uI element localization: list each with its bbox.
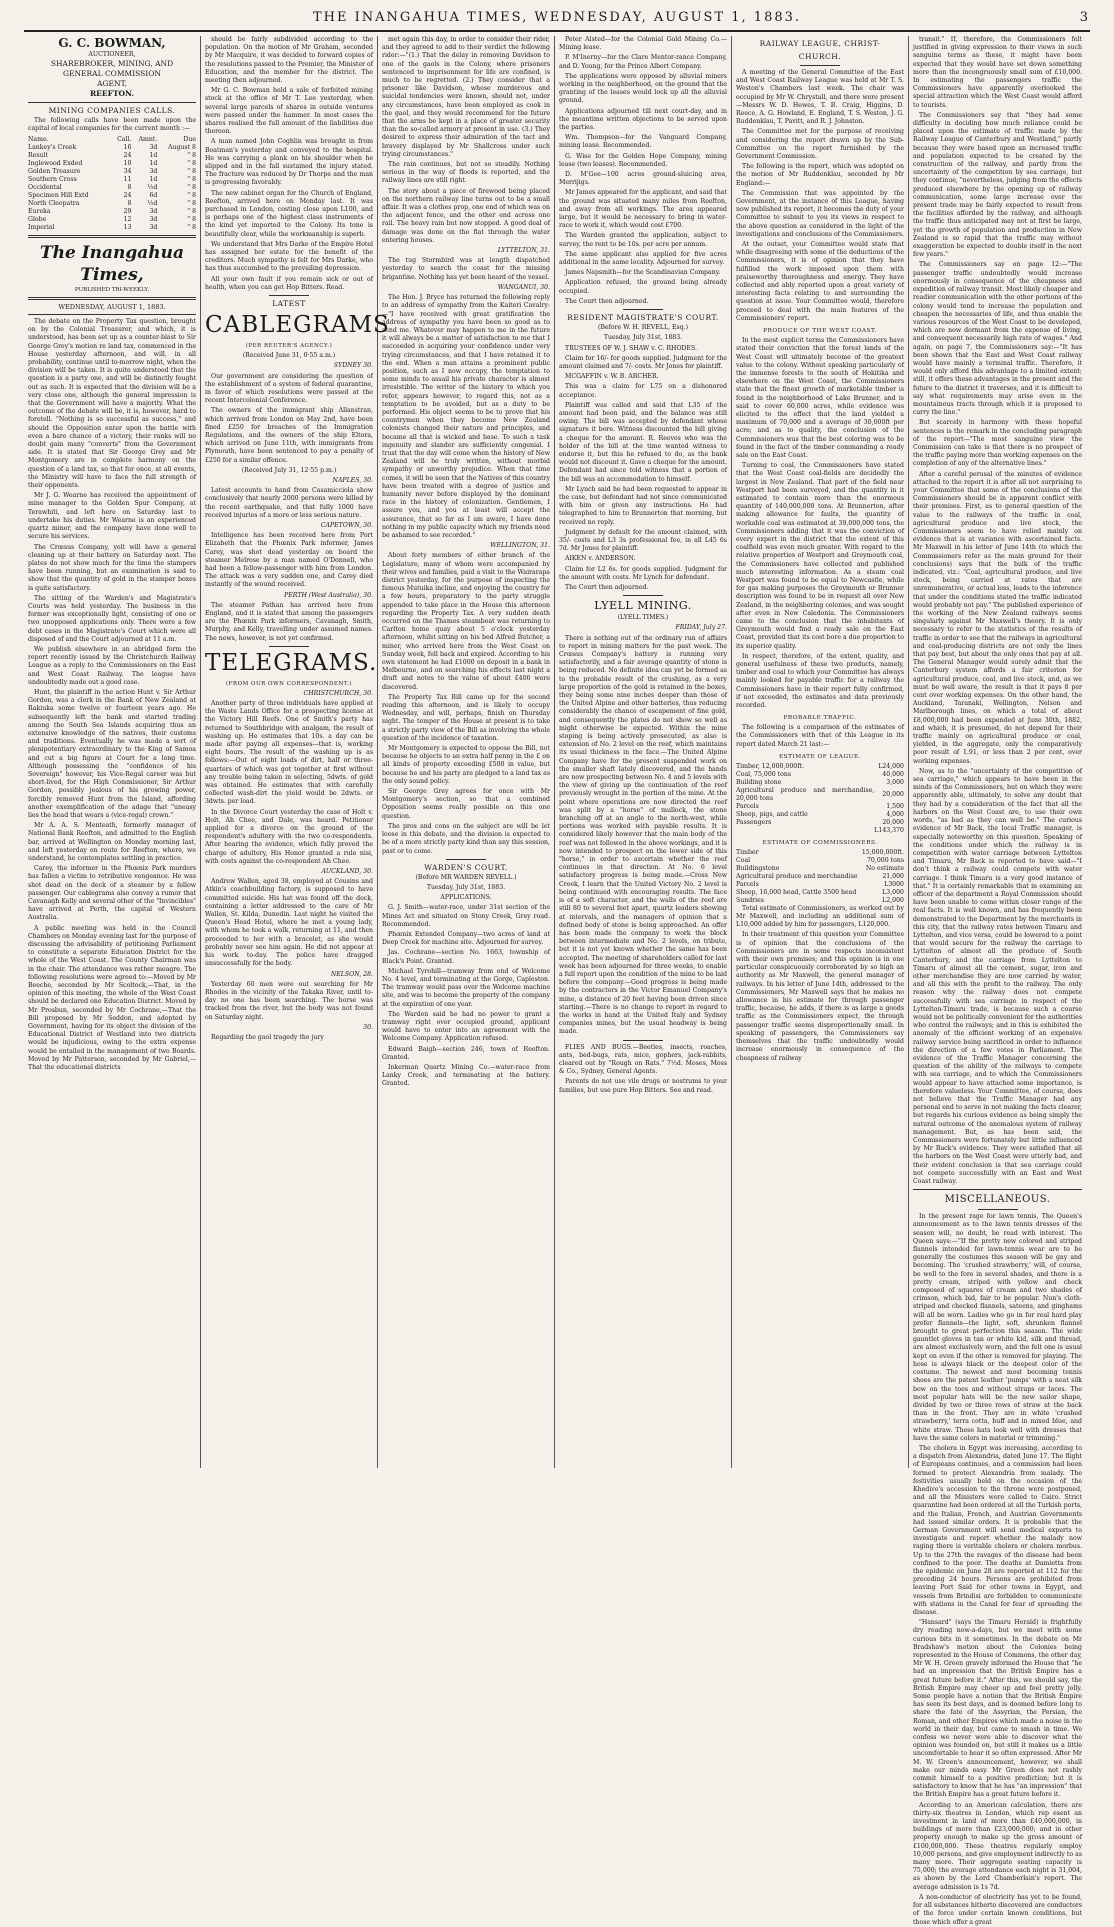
cell: Timber, 12,000,000ft. <box>736 762 804 770</box>
calls-header-cell: Call. <box>117 135 132 143</box>
cell: " 8 <box>187 223 196 231</box>
paragraph: The story about a piece of firewood being placed on the northern railway line turns out to be a small affair. It was a clothes prop, one end of which was on the adjacent fence, and the other end across one rail. The heavy rain but now stopped. A good deal of damage was done on the flat through the water entering houses. <box>382 187 550 244</box>
paragraph: The Warden said he had no power to grant a tramway right over occupied ground, applicant would have to enter into an agreement with the Welcome Company. Application refused. <box>382 1010 550 1043</box>
cell: " 8 <box>187 183 196 191</box>
cell: " 8 <box>187 167 196 175</box>
table-row <box>736 779 904 787</box>
paragraph: Mr A. A. S. Menteath, formerly manager of National Bank Reefton, and admitted to the English bar, arrived at Wellington on Monday morning last, and left yesterday en route for Reefton, where, we understand, he contemplates settling in practice. <box>28 822 196 863</box>
lyell-mining-title: LYELL MINING. <box>594 599 692 613</box>
page-number: 3 <box>1079 10 1090 25</box>
cell: 3d <box>149 223 158 231</box>
paragraph: The Committee met for the purpose of receiving and considering the report drawn up by the Sub-Committee on the report furnished by the Government Commission. <box>736 128 904 161</box>
paragraph: Jas. Cochrane—section No. 1663, township of Black's Point. Granted. <box>382 949 550 965</box>
cell: 40,000 <box>882 770 904 778</box>
table-row <box>28 160 196 168</box>
produce-title: PRODUCE OF THE WEST COAST. <box>763 328 877 335</box>
cell: Sundries <box>736 896 764 904</box>
cell: 70,000 tons <box>867 856 904 864</box>
table-row <box>28 224 196 232</box>
paragraph: Inkerman Quartz Mining Co.—water-race from Lanky Creek, and terminating at the battery. Granted. <box>382 1063 550 1088</box>
cell: Globe <box>28 215 47 223</box>
cell: " 8 <box>187 191 196 199</box>
paragraph: The steamer Pathan has arrived here from England, and it is stated that among the passengers are the Phœnix Park informers, Cavanagh, Smith, Murphy, and Kelly, travelling under assumed names. The news, however, is not yet confirmed. <box>205 601 373 642</box>
cell: North Cleopatra <box>28 199 80 207</box>
paragraph: A meeting of the General Committee of the East and West Coast Railway League was held at Mr T. S. Weston's Chambers last week. The chair was occupied by Mr W. Chrystall, and there were present—Messrs W. D. Hewes, T. B. Craig, Higgins, D. Reece, A. G. Howland, E. England, T. S. Weston, J. G. Ruddenklau, T. Pavitt, and R. J. Johnston. <box>736 69 904 126</box>
table-row <box>736 763 904 771</box>
paragraph: We publish elsewhere in an abridged form the report recently issued by the Christchurch Railway League as a reply to the Commissioners on the East and West Coast Railway. The league have undoubtedly made out a good case. <box>28 645 196 686</box>
table-row <box>28 184 196 192</box>
wardens-date: Tuesday, July 31st, 1883. <box>426 883 506 891</box>
estimate-league-title: ESTIMATE OF LEAGUE. <box>778 753 862 760</box>
league-title-line-2: CHURCH. <box>798 52 842 61</box>
ad-line-3: GENERAL COMMISSION <box>63 69 161 79</box>
cable-source: (PER REUTER'S AGENCY.) <box>245 343 333 350</box>
paragraph: The debate on the Property Tax question, brought on by the Colonial Treasurer, and which, it is understood, has been set up as a counter-blast to Sir George Grey's motion re land tax, commenced in the House yesterday afternoon, and will, in all probability, continue until to-morrow night, when the division will be taken. It is quite understood that the question is a party one, and will be distinctly fought out as such. It is expected that the division will be a very close one, although the general impression is that the Government will have a majority. What the outcome of the debate will be, it is, however, hard to foretell. "Nothing is so successful as success," and should the Opposition enter upon the battle with even a bare chance of a victory, their ranks will no doubt gain many "converts" from the Government side. It is stated that Sir George Grey and Mr Montgomery are in complete harmony on the question of a land tax, so that for once, at all events, the Ministry will have to face the full strength of their opponents. <box>28 318 196 490</box>
cell: Lankey's Creek <box>28 143 77 151</box>
paragraph: Latest accounts to hand from Casamicciola show conclusively that nearly 2000 persons were killed by the recent earthquake, and that fully 1000 have received injuries of a more or less serious nature. <box>205 487 373 519</box>
column-2 <box>201 36 390 1468</box>
miscellaneous-title: MISCELLANEOUS. <box>944 1194 1051 1206</box>
paragraph: FLIES AND BUGS.—Beetles, insects, roaches, ants, bed-bugs, rats, mice, gophers, jack-rabbits, cleared out by "Rough on Rats." 7½d. Moses, Moss & Co., Sydney, General Agents. <box>559 1043 727 1076</box>
table-row <box>736 857 904 865</box>
masthead: The Inangahua Times, <box>39 242 185 285</box>
cell: 8 <box>127 183 132 191</box>
divider <box>623 309 663 310</box>
cell: 21,000 <box>882 872 904 880</box>
paragraph: About forty members of either branch of the Legislature, many of whom were accompanied by their wives and families, paid a visit to the Wairarapa district yesterday, for the purpose of inspecting the famous Mutuika incline, and enjoying the country for a few hours, preparatory to the party struggle appended to take place in the House this afternoon regarding the Property Tax. A very sudden death occurred on the Thames steamboat was returning to Carlton home quay about 5 o'clock yesterday afternoon, whilst sitting on his bed Alfred Butcher, a miner, who arrived here from the West Coast on Sunday week, fell back and expired. According to his own statement he had £1000 on deposit in a bank in Melbourne, and on searching his effects last night a draft and notes to the value of about £400 were discovered. <box>382 552 550 691</box>
paragraph: The tug Stormbird was at length dispatched yesterday to search the coast for the missing brigantine. Nothing has yet been heard of the vessel. <box>382 257 550 281</box>
applications-label: APPLICATIONS. <box>440 894 492 902</box>
lyell-source: (LYELL TIMES.) <box>617 614 669 622</box>
paragraph: D. M'Gee—100 acres ground-sluicing area, Merrijigs. <box>559 171 727 187</box>
column-5 <box>732 36 909 1468</box>
running-head <box>24 6 1090 32</box>
cell: L2,000 <box>882 896 904 904</box>
page-header-title: THE INANGAHUA TIMES, WEDNESDAY, AUGUST 1, 1883. <box>312 10 802 25</box>
cell: Coal, 75,000 tons <box>736 770 792 778</box>
case-title: MCGAFFIN v. W. B. ARCHER. <box>565 373 659 381</box>
paragraph: The new cabinet organ for the Church of England, Reefton, arrived here on Monday last. It was purchased in London, costing close upon L100, and is perhaps one of the highest class instruments of the kind yet imported to the Colony. Its tone is beautifully clear, while the workmanship is superb. <box>205 189 373 238</box>
paragraph: Another party of three individuals have applied at the Waste Lands Office for a prospecting license at the Victory Hill Reefs. One of Smith's party has returned to Southbridge with analgam, the result of washing up. He estimates that 10s. a day can be made after paying all expenses—that is, working eight hours. The result of the washing up is as follows:—Out of eight loads of dirt, half or three-quarters of which was got together at first without any trouble being taken in selecting, 5dwts. of gold was obtained. He estimates that with carefully collected wash-dirt the yield would be 2dwts. or 3dwts. per load. <box>205 700 373 806</box>
cell: ½d <box>147 183 158 191</box>
estimate-league-table <box>736 763 904 835</box>
paragraph: The Court then adjourned. <box>565 583 649 591</box>
table-row <box>28 144 196 152</box>
paragraph: According to an American calculation, there are thirty-six theatres in London, which rep esent an investment in land of more than £40,000,000, in buildings of more than £23,000,000; and in other property enough to make up the gross amount of £100,000,000. These theatres regularly employ 10,000 persons, and give employment indirectly to as many more. Their aggregate seating capacity is 75,000; the average attendance each night is 31,004, as shown by the Lord Chamberlain's report. The average admission is 1s 7d. <box>913 1801 1082 1891</box>
paragraph: The Hon. J. Bryce has returned the following reply to an address of sympathy from the Kaiteri Cavalry:—"I have received with great gratification the address of sympathy you have been so good as to send me. Whatever may happen to me in the future it will always be a matter of satisfaction to me that I succeeded in acquiring your confidence under very trying circumstances, and that I have retained it to the end. When a man attains a prominent public position, such as I now occupy, the temptation to some minds to assail his private character is almost irresistible. The writer of the history to which you refer, appears however, to regard this, not as a temptation to be avoided, but as a duty to be performed. His object seems to be to prove that his countrymen when they become New Zealand colonists changed their nature and principles, and became all that is wicked and base. To such a task ingenuity and slander are sufficiently congenial. I trust that the day will come when the history of New Zealand will be truly written, without morbid sympathy or unworthy prejudice. When that time comes, it will be seen that the Natives of this country have been treated with a degree of justice and humanity never before displayed by the dominant race in the history of colonization. Gentlemen, I assure you, and you at least will accept the assurance, that so far as I am aware, I have done nothing in my public capacity which my friends need be ashamed to see recorded." <box>382 294 550 539</box>
tele-place: NELSON, 28. <box>330 970 373 978</box>
rm-court-title: RESIDENT MAGISTRATE'S COURT. <box>567 313 719 323</box>
cell: 1d <box>149 159 158 167</box>
table-row <box>736 803 904 811</box>
paragraph: Intelligence has been received here from Port Elizabeth that the Phœnix Park informer, James Carey, was shot dead yesterday on board the steamer Melrose by a man named O'Donnell, who had been a fellow-passenger with him from London. The attack was a very sudden one, and Carey died instantly of the wound received. <box>205 532 373 589</box>
paragraph: Total estimate of Commissioners, as worked out by Mr Maxwell, and including an additional sum of L10,000 added by him for passengers, L120,000. <box>736 904 904 929</box>
paragraph: Wm. Thompson—for the Vanguard Company, mining lease. Recommended. <box>559 134 727 150</box>
ad-line-1: AUCTIONEER, <box>88 51 136 58</box>
paragraph: Yesterday 60 men were out searching for Mr Rhodes in the vicinity of the Takaka River, until to-day no one has been searching. The horse was tracked from the river, but the body was not found on Saturday night. <box>205 980 373 1021</box>
cell: Building stone <box>736 778 782 786</box>
cell: Sheep, 16,000 head, Cattle 3500 head <box>736 888 857 896</box>
table-row <box>28 152 196 160</box>
cablegrams-title: CABLEGRAMS <box>205 312 390 339</box>
cell: 1d <box>149 151 158 159</box>
cell: L143,370 <box>874 826 904 834</box>
divider <box>978 1209 1018 1210</box>
paragraph: G. J. Smith—water-race, under 31st section of the Mines Act and situated on Stony Creek, Grey road. Recommended. <box>382 904 550 928</box>
case-title: TRUSTEES OF W. J. SHAW v. C. RHODES. <box>565 344 697 352</box>
telegrams-title: TELEGRAMS. <box>205 649 378 676</box>
ad-line-5: REEFTON. <box>89 89 135 99</box>
cell: Imperial <box>28 223 55 231</box>
cell: 4,000 <box>886 810 904 818</box>
paragraph: This was a claim for L75 on a dishonored acceptance. <box>559 383 727 399</box>
league-title-line-1: RAILWAY LEAGUE, CHRIST- <box>759 39 881 48</box>
cell: Sheep, pigs, and cattle <box>736 810 808 818</box>
paragraph: A non-conductor of electricity has yet to be found, for all substances hitherto discovered are conductors of the force under certain known conditions, but those which offer a great <box>913 1893 1082 1926</box>
cell: L3000 <box>884 880 904 888</box>
paragraph: The Property Tax Bill came up for the second reading this afternoon, and is likely to occupy Wednesday, and will, perhaps, finish on Thursday night. The temper of the House at present is to take a strictly party view of the Bill as involving the whole question of the incidence of taxation. <box>382 693 550 742</box>
table-row <box>736 881 904 889</box>
paragraph: Mr J. G. Wearne has received the appointment of mine manager to the Golden Spur Company, at Terawhiti, and left here on Saturday last to undertake his duties. Mr Wearne is an experienced quartz miner, and the company have done well to secure his services. <box>28 492 196 541</box>
paragraph: Sir George Grey agrees for once with Mr Montgomery's section, so that a combined Opposition seems really possible on this one question. <box>382 788 550 820</box>
cell: Parcels <box>736 802 759 810</box>
paragraph: The pros and cons on the subject are will be let loose in this debate, and the division is expected to be of a more strictly party kind than any this session, past or to come. <box>382 822 550 855</box>
paragraph: In respect, therefore, of the extent, quality, and general usefulness of these two products, namely, timber and coal to which your Committee has always mainly looked for payable traffic for a railway the Commissioners have in their report fully confirmed, if not exceeded, the estimates and data previously recorded. <box>736 652 904 710</box>
table-row <box>28 208 196 216</box>
cell: August 8 <box>168 143 196 151</box>
cell: Buildingstone <box>736 864 780 872</box>
table-row <box>736 897 904 905</box>
paragraph: Phœnix Extended Company—two acres of land at Deep Creek for machine site. Adjourned for survey. <box>382 930 550 947</box>
cell: 3,000 <box>886 778 904 786</box>
cable-received: (Received July 31, 12·55 p.m.) <box>241 466 337 474</box>
paragraph: There is nothing out of the ordinary run of affairs to report in mining matters for the past week. The Crœsus Company's battery is running very satisfactorily, and a fair average quantity of stone is being reduced. No definite idea can yet be formed as to the probable result of the crushing, as a very large proportion of the gold is retained in the boxes, they being some nine inches deeper than those of the United Alpine and other batteries, thus reducing considerably the chance of escapement of fine gold, and consequently the plates do not show so well as might otherwise be expected. Within the mine stoping is being actively prosecuted, as also is extension of No. 2 level on the reef, which maintains its usual thickness in the face.—The United Alpine Company have for the present suspended work on the smaller shaft lately discovered, and the hands are now prospecting between No. 4 and 5 levels with the view of giving up the continuation of the reef previously wrought in the portion of the mine. At the point where operations are now directed the reef was split by a "horse" of mullock, the stone branching off at an angle to the north-west, while portions was worked with payable results. It is considered likely however that the main body of the reef was not followed in the above workings, and it is now intended to prospect on the lower side of this "horse," in order to ascertain whether the reef continues in that direction. At No. 6 level satisfactory progress is being made.—Cross New Creek, I learn that the United Victory No. 2 level is being continued with encouraging results. The face is of a soft character, and the walls of the reef are still 80 to several feet apart, quartz leaders showing at intervals, and the managers of opinion that a defined body of stone is being approached. An offer has been made the company to work the block between intermediate and No. 2 levels, on tribute, but it is not yet known whether the same has been accepted. The meeting of shareholders called for last week has been adjourned for three weeks, to enable a full report upon the condition of the mine to be laid before the company.—Good progress is being made by the contractors in the Victor Emanuel Company's mine, a distance of 20 feet having been driven since starting.—There is no change to report in regard to the works in hand at the United Italy and Sydney companies mines, but the usual headway is being made. <box>559 634 727 1036</box>
cell: 1d <box>149 175 158 183</box>
cable-place: SYDNEY 30. <box>333 362 373 370</box>
cell: " 8 <box>187 159 196 167</box>
paragraph: In the most explicit terms the Commissioners have stated their conviction that the forest lands of the West Coast will ultimately become of the greatest value to the colony. Without speaking particularly of the immense forests to the south of Hokitika and elsewhere on the West Coast, the Commissioners state that the finest growth of marketable timber is found in the neighborhood of Lake Brunner, and is said to cover 60,000 acres, while evidence was elicited to the effect that the land yielded a maximum of 70,000 and a average of 30,000ft per acre; and as to quality, the conclusion of the Commissioners was that the best coloring was to be found in the fact of the timber commanding a ready sale on the East Coast. <box>736 337 904 459</box>
paragraph: Hunt, the plaintiff in the action Hunt v. Sir Arthur Gordon, was a clerk in the Bank of New Zealand at Rakiuka some twelve or fourteen years ago. He subsequently left the bank and started trading among the South Sea Islands acquiring thus an extensive knowledge of the natives, their customs and traditions. Eventually he was made a sort of plenipotentiary extraordinary to the King of Samoa and cut a big figure at Court for a long time. Although possessing the "confidence of his Sovereign" however, his Vice-Regal career was but short-lived, for the High Commissioner, Sir Arthur Gordon, possibly jealous of his growing power, forcibly removed Hunt from the Island, affording another exemplification of the adage that "uneasy lies the head that wears a (vice-regal) crown." <box>28 688 196 819</box>
dateline: WEDNESDAY, AUGUST 1, 1883. <box>58 302 166 311</box>
paragraph: The Commissioners say that "they had some difficulty in deciding how much reliance could be placed upon the estimate of traffic made by the Railway League of Canterbury and Westland," partly because they were based upon an increased traffic and population expected to be created by the construction of the railway, and partly from the uncertainty of the competition by sea carriage, but they continue, "nevertheless, judging from the effects produced elsewhere by the opening up of railway communication, some large increase over the present trade may be fairly expected to result from the facilities afforded by the railway, and although the traffic thus anticipated may not at first be large, yet the growth of population and production in New Zealand is so rapid that the traffic may without exaggeration be expected to double itself in the next few years." <box>913 111 1082 259</box>
tele-place: 30. <box>363 1023 373 1031</box>
paragraph: In the present rage for lawn tennis, The Queen's announcement as to the lawn tennis dresses of the season will, no doubt, be read with interest. The Queen says:—"If the pretty new colored and striped flannels intended for lawn-tennis wear are to be generally the costumes this season will be gay and becoming. The 'crushed strawberry,' will, of course, be well to the fore in several shades, and there is a pretty cream, striped with yellow and check composed of squares of cream and two shades of crimson, which bid, fair to be popular. Nun's cloth-striped and checked flannels, sateens, and ginghams will all be worn. Ladies who go in for real hard play prefer flannels—the light, soft, shrunken flannel brought to great perfection this season. The wide gauntlet gloves in tan or white kid, silk and thread, are almost exclusively worn, and the felt one is usual kept on even if the other is removed for playing. The hose is always black or the deepest color of the costume. The newest and most becoming tennis shoes are the patent leather 'pumps' with a neat silk bow on the toes and without straps or laces. The most popular hats will be the new sailor shape, divided by two or three rows of straw at the back than in the front. They are in white 'crushed strawberry,' terra cotta, buff and in mixed blue, and white straw. These hats look well with dresses that have the same colors in material or trimming." <box>913 1213 1082 1442</box>
paragraph: Edward Baigh—section 246, town of Reefton. Granted. <box>382 1045 550 1061</box>
table-row <box>736 889 904 897</box>
paragraph: Andrew Wallen, aged 38, employed at Cousins and Atkin's coachbuilding factory, is supposed to have committed suicide. His hat was found off the dock, containing a letter addressed to the care of Mr Wallen, St. Kilda, Dunedin. Last night he visited the Queen's Head Hotel, where he met a young lady, with whom he took a walk, returning at 11, and then proceeded to her with a bracelet, as she would probably never see him again. He did not appear at his work to-day. The police have dragged unsuccessfully for the body. <box>205 878 373 968</box>
cell: 10 <box>123 159 132 167</box>
traffic-title: PROBABLE TRAFFIC. <box>783 715 857 722</box>
paragraph: All your own fault if you remain sick or out of health, when you can get Hop Bitters. Read. <box>205 275 373 291</box>
divider <box>28 102 196 103</box>
cable-place: PERTH (West Australia), 30. <box>284 591 373 599</box>
table-row <box>736 819 904 827</box>
paragraph: The same applicant also applied for five acres additional in the same locality. Adjourned for survey. <box>559 250 727 267</box>
rm-date: Tuesday, July 31st, 1883. <box>603 334 683 342</box>
calls-header-cell: Name. <box>28 135 49 143</box>
paragraph: Parents do not use vile drugs or nostrums to your families, but use pure Hop Bitters. See and read. <box>559 1078 727 1094</box>
paragraph: The cholera in Egypt was increasing, according to a dispatch from Alexandria, dated June 17. The flight of Europeans continues, and a commission had been formed to protect Alexandria from malady. The festivities usually held on the occasion of the Khedive's accession to the throne were postponed, and all the Ministers were called to Cairo. Strict quarantine had been ordered at all the Turkish ports, and the Italian, French, and Austrian Governments had issued similar orders. It is probable that the German Government will send medical experts to investigate and report whether the malady now raging there is veritable cholera or cholera morbus. Up to the 27th the ravages of the disease had been confined to the poor. The deaths at Damietta from the epidemic on June 28 are reported at 112 for the preceding 24 hours. Persons are prohibited from leaving Port Said for other towns in Egypt, and vessels from Brindisi are forbidden to communicate with stations in the Canal for fear of spreading the disease. <box>913 1444 1082 1616</box>
calls-intro: The following calls have been made upon the capital of local companies for the current month :— <box>28 117 196 133</box>
divider <box>269 646 309 647</box>
wardens-court-title: WARDEN'S COURT. <box>424 862 508 872</box>
ad-line-2: SHAREBROKER, MINING, AND <box>50 59 174 69</box>
cell <box>736 827 874 835</box>
divider <box>28 297 196 300</box>
table-row <box>28 176 196 184</box>
divider <box>623 595 663 596</box>
cell: 16 <box>123 143 132 151</box>
paragraph: The sitting of the Warden's and Magistrate's Courts was held yesterday. The business in the former was exceptionally light, consisting of one or two unopposed applications only. There were a few debt cases in the Magistrate's Court which were all disposed of and the Court adjourned at 11 a.m. <box>28 594 196 643</box>
paragraph: James Napsmith—for the Scandinavian Company. <box>565 269 721 277</box>
tele-source: (FROM OUR OWN CORRESPONDENT.) <box>225 680 353 687</box>
cell: ½d <box>147 199 158 207</box>
wardens-before: (Before MR WARDEN REVELL.) <box>415 873 517 881</box>
table-row <box>736 787 904 803</box>
paragraph: transit." If, therefore, the Commissioners felt justified in giving expression to their views in such sanguine terms as these, it might have been expected that they would have set down something more than the incongruously small sum of £10,000. In estimating the passengers traffic the Commissioners have apparently overlooked the special attraction which the West Coast would afford to tourists. <box>913 36 1082 109</box>
paragraph: The following is the report, which was adopted on the motion of Mr Ruddenklau, seconded by Mr England:— <box>736 163 904 187</box>
cell: 24 <box>123 191 132 199</box>
cell: 20,000 <box>882 818 904 826</box>
paragraph: P. M'Inerny—for the Clare Mentor-rance Company, and D. Young, for the Prince Albert Company. <box>559 54 727 70</box>
divider <box>28 314 196 315</box>
cell: " 8 <box>187 215 196 223</box>
calls-header-row <box>28 136 196 144</box>
table-row <box>736 827 904 835</box>
paragraph: Claim for L2 6s. for goods supplied. Judgment for the amount with costs. Mr Lynch for defendant. <box>559 565 727 581</box>
divider <box>269 295 309 296</box>
cell: " 8 <box>187 199 196 207</box>
cell: 3d <box>149 167 158 175</box>
tele-place: AUCKLAND, 30. <box>321 868 373 876</box>
paragraph: The Commission that was appointed by the Government, at the instance of this League, having now published its report, it becomes the duty of your Committee to submit to you its views in respect to the above question as considered in the light of the investigations and conclusions of the Commissioners. <box>736 189 904 238</box>
cell: 6d <box>149 191 158 199</box>
dateline-place: WANGANUI, 30. <box>497 283 550 291</box>
cell: 20,000 <box>882 790 904 798</box>
paragraph: The following is a comparison of the estimates of the Commissioners with that of this League in its report dated March 21 last:— <box>736 724 904 748</box>
paragraph: A public meeting was held in the Council Chambers on Monday evening last for the purpose of discussing the advisability of petitioning Parliament to constitute a separate Education District for the whole of the West Coast. The County Chairman was in the chair. The attendance was rather meagre. The following resolutions were agreed to:—Moved by Mr Beeche, seconded by Mr Scoltock,—That, in the opinion of this meeting, the whole of the West Coast should be declared one Education District. Moved by Mr Prosbun, seconded by Mr Cochrane,—That the Bill proposed by Mr Seddon, and adopted by Government, having for its object the division of the Educational District of Westland into two districts would be injudicious, owing to the extra expense would be entailed in the management of two Boards. Moved by Mr Patterson, seconded by Mr Gabriel,—That the educational districts <box>28 924 196 1072</box>
tele-place: CHRISTCHURCH, 30. <box>303 689 373 697</box>
paragraph: should be fairly subdivided according to the population. On the motion of Mr Graham, seconded by Mr Macquire, it was decided to forward copies of the resolutions passed to the Premier, the Minister of Education, and the member for the district. The meeting then adjourned. <box>205 36 373 85</box>
cell: " 8 <box>187 151 196 159</box>
paragraph: "Hansard" (says the Timaru Herald) is frightfully dry reading now-a-days, but we meet with some curious bits in it sometimes. In the debate on Mr Bradshaw's motion about the Colonies being represented in the House of Commons, the other day, Mr W. H. Green gravely informed the House that "he had an impression that the British Empire has a great future before it." After this, we should say, the British Empire may cheer up and feel pretty jolly. Some people have a notion that the British Empire has seen its best days, and is doomed before long to share the fate of the Assyrian, the Persian, the Roman, and other Empires which made a noise in the world in their day, but came to smash in time. We confess we never were able to discover what the opinion was founded on, but still it makes us a little uncomfortable to hear it so often expressed. After Mr M. W. Green's announcement, however, we shall make our minds easy. Mr Green does not rashly commit himself to a positive prediction; but it is satisfactory to know that he has "an impression" that the British Empire has a great future before it. <box>913 1619 1082 1799</box>
paragraph: The applications were opposed by alluvial miners working in the neighborhood, on the ground that the granting of the leases would lock up all the alluvial ground. <box>559 72 727 105</box>
paragraph: Carey, the informer in the Phœnix Park murders has fallen a victim to retributive vengeance. He was shot dead on the deck of a steamer by a fellow passenger. Our cablegrams also convey a rumor that Cavanagh Kelly and several other of the "Invincibles" have arrived at Perth, the capital of Western Australia. <box>28 865 196 922</box>
cell: Parcels <box>736 880 759 888</box>
cell: 29 <box>123 207 132 215</box>
table-row <box>736 771 904 779</box>
estimate-commissioners-table <box>736 849 904 905</box>
estimate-commissioners-title: ESTIMATE OF COMMISSIONERS. <box>762 839 878 846</box>
cell: 3d <box>149 207 158 215</box>
cell: 8 <box>127 199 132 207</box>
cell: Golden Treasure <box>28 167 81 175</box>
divider <box>800 65 840 66</box>
paragraph: Mr James appeared for the applicant, and said that the ground was situated many miles from Reefton, and away from all workings. The area appeared large, but it would be necessary to bring in water-race to work it, which would cost £700. <box>559 189 727 230</box>
table-row <box>736 811 904 819</box>
calls-header-cell: Due <box>183 135 196 143</box>
divider <box>28 235 196 238</box>
cell: Occidental <box>28 183 62 191</box>
paragraph: Regarding the gaol tragedy the jury <box>211 1033 324 1041</box>
paragraph: met again this day, in order to consider their rider, and they agreed to add to their verdict the following rider:—"(1.) That the delay in removing Davidson to one of the gaols in the Colony, where prisoners sentenced to imprisonment for life are confined, is much to be regretted. (2.) They consider that a prisoner like Davidson, whose murderous and suicidal tendencies were known, should not, under any circumstances, have been employed as cook in the gaol, and they would recommend for the future that the arms be kept in a place of greater security than the so-called armory at present in use. (3.) They desired to express their admiration of the tact and bravery displayed by Mr Shallcross under such trying circumstances." <box>382 36 550 158</box>
rm-before: (Before W. H. REVELL, Esq.) <box>597 324 689 332</box>
cell: Eureka <box>28 207 51 215</box>
cell: Agricultural produce and merchandise, 20,000 tons <box>736 786 875 802</box>
table-row <box>736 849 904 857</box>
cell: Agricultural produce and merchandise <box>736 872 858 880</box>
paragraph: At the outset, your Committee would state that while disagreeing with some of the deductions of the Commissioners, it is of opinion that they have fulfilled the work imposed upon them with praiseworthy thoroughness and energy. They have collected and ably reported upon a great variety of interesting facts relating to and surrounding the question at issue. Your Committee would, therefore proceed to deal with the main features of the Commissioners' report. <box>736 241 904 322</box>
cell: Inglewood Exded <box>28 159 83 167</box>
dateline-place: LYTTELTON, 31. <box>497 247 550 255</box>
published-note: PUBLISHED TRI-WEEKLY. <box>74 286 150 293</box>
calls-table <box>28 136 196 232</box>
cell: Passengers <box>736 818 772 826</box>
ad-name: G. C. BOWMAN, <box>58 36 166 50</box>
cell: L24,000 <box>878 762 904 770</box>
cable-received: (Received June 31, 0·55 a.m.) <box>242 352 336 360</box>
paragraph: After a careful perusal of the minutes of evidence attached to the report it is after all not surprising to your Committee that some of the conclusions of the Commissioners should be in apparent conflict with their premises. First, as to general question of the value to the railways of the traffic in coal, agricultural produce and live stock, the Commissioners seem to have relied mainly on evidence that is at variance with ascertained facts. Mr Maxwell in his letter of June 14th (to which the Commissioners refer as the main ground for their conclusions) says that the bulk of the traffic indicated, viz.: "Coal, agricultural produce, and live stock, being carried at rates that are unremunerative, or actual loss, leads to the inference that under the conditions stated the traffic indicated would probably not pay." The published experience of the working of the New Zealand railways seems singularly against Mr Maxwell's theory. It is only necessary to refer to the statistics of the results of traffic in order to see that the railways in agricultural and coal-producing districts are not only the lines that pay best, but about the only ones that pay at all. The General Manager would surely admit that the Canterbury system affords a fair criterion for agricultural produce, coal, and live stock, and, as we must be well aware, the result is that it pays 8 per cent over working expenses. On the other hand, the Auckland, Taranaki, Wellington, Nelson and Marlborough lines, on which a total of about £8,000,000 had been expended at June 30th, 1882, and which, it is presumed, do not depend for their traffic mainly on agricultural produce or coal, yielded, in the aggregate, only the comparatively poor result of 1.91, or less than 2 per cent, over working expenses. <box>913 470 1082 765</box>
paragraph: Turning to coal, the Commissioners have stated that the West Coast coal-fields are decidedly the largest in New Zealand. That part of the field near Westport had been surveyed, and the quantity in it estimated to contain more than the enormous quantity of 140,000,000 tons. At Brunnerton, after making allowance for faults, the quantity of workable coal was estimated at 39,000,000 tons, the Commissioners adding that it was the conviction of every expert in the district that the extent of this coalfield was even much greater. With regard to the relative properties of Westport and Greymouth coal, the Commissioners have collected and published much interesting information. As a steam coal Westport was found to be equal to Newcastle, while for gas making purposes the Greymouth or Brunner description was found to be in request all over New Zealand, in the neighboring colonies, and was sought after even in New Caledonia. The Commissioners came to the conclusion that the inhabitants of Greymouth would find a ready sale on the East Coast, provided that its cost bore a due proportion to its superior quality. <box>736 462 905 650</box>
cell: Coal <box>736 856 751 864</box>
cell: Timber <box>736 848 759 856</box>
table-row <box>736 865 904 873</box>
paragraph: The rain continues, but not so steadily. Nothing serious in the way of floods is reported, and the railway lines are still right. <box>382 161 550 185</box>
cell: No estimate <box>865 864 904 872</box>
divider <box>913 1189 1082 1190</box>
cell: 3d <box>149 215 158 223</box>
cell: 34 <box>123 167 132 175</box>
paragraph: Now, as to the "uncertainty of the competition of sea carriage," which appears to have been in the minds of the Commissioners, but on which they were apparently able, ultimately, to solve any doubt that they had by a consideration of the fact that all the harbors on the West Coast are, to use their own words, "as bad as they can well be." The curious evidence of Mr Back, the local Traffic manager, is especially noteworthy on this question. Speaking of the conditions under which the railway is in competition with water carriage between Lyttelton and Timaru, Mr Back is reported to have said—"I don't think a railway could compete with water carriage. I think Timaru is a very good instance of that." It is certainly remarkable that in examining an officer of the department a Royal Commission should have been unable to come within closer range of the real facts. It is well known, and has frequently been demonstrated to the Department by the merchants in this city, that the railway rates between Timaru and Lyttelton, and vice versa, could be lowered to a point that would secure for the railway the carriage to Lyttelton of almost all the produce of South Canterbury, and the carriage from Lyttelton to Timaru of almost all the cement, sugar, iron and other merchandise they are now carried by water, and all this with the profit to the railway. The only reason why the railway does not compete successfully with sea carriage in respect of the Lyttelton-Timaru trade, is because such a course would not be politically convenient for the authorities who control the railways; and in this is exhibited the anomaly of the efficient working of an expensive railway service being sacrificed in order to influence the direction of a few votes in Parliament. The evidence of the Traffic Manager concerning the question of the ability of the railways to compete with sea carriage, and to which the Commissioners would appear to have attached some importance, is therefore valueless. Your Committee, of course, does not believe that the Traffic Manager had any personal end to serve in not making the facts clearer, but regards his curious evidence as being simply the natural outcome of the anomalous system of railway management. But, as has been said, the Commissioners were fortunately but little influenced by Mr Back's evidence. They were satisfied that all the harbors on the West Coast were utterly bad, and their evident conclusion is that sea carriage could not compete successfully with an East and West Coast railway. <box>913 767 1082 1186</box>
paragraph: Peter Alsted—for the Colonial Gold Mining Co.—Mining lease. <box>559 36 727 52</box>
divider <box>446 859 486 860</box>
paragraph: Judgment by default for the amount claimed, with 35/- costs and L3 3s professional fee, in all L45 6s 7d. Mr Jones for plaintiff. <box>559 528 727 553</box>
paragraph: Application refused, the ground being already occupied. <box>559 279 727 295</box>
paragraph: The Crœsus Company, yelt will have a general cleaning up at their battery on Saturday next. The plates do not show much for the time the stampers have been running, but an examination is said to show that the quantity of gold in the stamper boxes is quite satisfactory. <box>28 543 196 592</box>
paragraph: Mr Lynch said he had been requested to appear in the case, but defendant had not since communicated with him or given any instructions. He had telegraphed to him to Brunnerton that morning, but received no reply. <box>559 485 727 526</box>
table-row <box>28 216 196 224</box>
column-4 <box>555 36 732 1468</box>
paragraph: But scarcely in harmony with these hopeful sentences is the remark in the concluding paragraph of the report—"The most sanguine view the Commission can take is that there is no prospect of the traffic paying more than working expenses on the completion of any of the alternative lines." <box>913 419 1082 468</box>
calls-title: MINING COMPANIES CALLS. <box>48 106 176 116</box>
paragraph: The Court then adjourned. <box>565 297 649 305</box>
table-row <box>28 168 196 176</box>
latest-label: LATEST <box>272 299 306 309</box>
cell: Southern Cross <box>28 175 77 183</box>
paragraph: Mr Montgomery is expected to oppose the Bill, not because he objects to an extra half penny in the £ on all kinds of property exceeding £500 in value, but because he and his party are pledged to a land tax as the only sound policy. <box>382 745 550 785</box>
paragraph: Applications adjourned till next court-day, and in the meantime written objections to be served upon the parties. <box>559 107 727 132</box>
cell: 15,000,000ft. <box>861 848 904 856</box>
cable-place: CAPETOWN, 30. <box>320 521 373 529</box>
paragraph: Claim for 16/- for goods supplied. Judgment for the amount claimed and 7/- costs. Mr Jones for plaintiff. <box>559 354 727 370</box>
cell: Result <box>28 151 48 159</box>
table-row <box>736 873 904 881</box>
columns <box>24 36 1090 1926</box>
column-3 <box>378 36 555 1468</box>
paragraph: Michael Tyrohill—tramway from end of Welcome No. 4 level, and terminating at the Gorge, Capleston. The tramway would pass over the Welcome machine site, and was to become the property of the company at the expiration of one year. <box>382 967 550 1008</box>
paragraph: Plaintiff was called and said that L35 of the amount had been paid, and the balance was still owing. The bill was accepted by defendant whose signature it bore. Witness discounted the bill giving a cheque for the amount. R. Reeves who was the holder of the bill at the time wanted witness to endorse it, but this he refused to do, as the bank would not discount it. Gave a cheque for the amount. Defendant had since told witness that a portion of the bill was an accommodation to himself. <box>559 401 727 483</box>
cable-place: NAPLES, 30. <box>332 476 373 484</box>
divider <box>623 1040 663 1041</box>
paragraph: The owners of the immigrant ship Allanstran, which arrived from London on May 2nd, have been fined £250 for breaches of the Immigration Regulations, and the owners of the ship Eltora, which arrived on June 11th, with immigrants from Plymouth, have been sentenced to pay a penalty of £250 for a similar offence. <box>205 407 373 464</box>
paragraph: In their treatment of this question your Committee is of opinion that the conclusions of the Commissioners are in some respects inconsistent with their own premises; and this opinion is in one particular conspicuously corroborated by so high an authority as Mr Maxwell, the general manager of railways. In his letter of June 14th, addressed to the Commissioners, Mr Maxwell says that he makes no allowance in his estimate for through passenger traffic, because, he adds, if there is as large a goods traffic as the Commissioners expect, the through passenger traffic seems disproportionally small. In speaking of passengers, the Commissioners say themselves that the traffic undoubtedly would increase enormously in consequence of the cheapness of railway <box>736 931 904 1062</box>
cell: 3d <box>149 143 158 151</box>
paragraph: The Warden granted the application, subject to survey, the rent to be 10s. per acre per annum. <box>559 232 727 248</box>
cell: 24 <box>123 151 132 159</box>
cell: 11 <box>123 175 132 183</box>
column-6 <box>909 36 1086 1926</box>
cell: Specimen Hill Extd <box>28 191 89 199</box>
lyell-date: FRIDAY, July 27. <box>675 624 727 632</box>
cell: 1,500 <box>886 802 904 810</box>
ad-line-4: AGENT, <box>97 79 127 89</box>
cell: 12 <box>123 215 132 223</box>
cell: " 8 <box>187 175 196 183</box>
paragraph: We understand that Mrs Darke of the Empire Hotel has assigned her estate for the benefit of the creditors. Much sympathy is felt for Mrs Darke, who has thus succumbed to the prevailing depression. <box>205 240 373 273</box>
paragraph: In the Divorce Court yesterday the case of Holt v. Holt, Ah Chee, and Dale, was heard. Petitioner applied for a divorce on the ground of the respondent's adultery with the two co-respondents. After hearing the evidence, which fully proved the charge of adultery, His Honor granted a rule nisi, with costs against the co-respondent Ah Chee. <box>205 808 373 865</box>
cell: 13 <box>123 223 132 231</box>
paragraph: G. Wise for the Golden Hope Company, mining lease (two leases). Recommended. <box>559 152 727 168</box>
dateline-place: WELLINGTON, 31. <box>490 542 550 550</box>
table-row <box>28 200 196 208</box>
column-1 <box>24 36 201 1468</box>
paragraph: The Commissioners say on page 12:—"The passenger traffic undoubtedly would increase enormously in consequence of the cheapness and expedition of railway transit. Most likely cheaper and readier communication with the other portions of the colony would tend to increase the population and cheapen the necessaries of life, and thus enable the various resources of the West Coast to be developed, which are now dormant from the expense of living, and consequent necessarily high rate of wages." And again, on page 7, the Commissioners say:—"It has been shown that the East and West Coast railway would have mainly a terminal traffic. Therefore, it would only afford this advantage to a limited extent; still, it offers these advantages in the present and the future to the district it traverses, and it is difficult to say what requirements may arise even in the mountainous tracts through which it is proposed to carry the line." <box>913 261 1082 417</box>
calls-header-cell: Amnt. <box>138 135 158 143</box>
paragraph: Our government are considering the question of the establishment of a system of federal quarantine, in favor of which resolutions were passed at the recent Intercolonial Conference. <box>205 372 373 405</box>
paragraph: Mr G. C. Bowman held a sale of forfeited mining stock at the office of Mr T. Lee yesterday, when several large parcels of shares in outside ventures were passed under the hammer. In most cases the shares realised the full amount of the liabilities due thereon. <box>205 87 373 136</box>
cell: L3,000 <box>882 888 904 896</box>
table-row <box>28 192 196 200</box>
case-title: AIKEN v. ANDERSON. <box>565 555 636 563</box>
cell: " 8 <box>187 207 196 215</box>
paragraph: A man named John Coghlin was brought in from Boatman's yesterday and conveyed to the hospital. He was carrying a plank on his shoulder when he slipped and in the fall sustained the injury stated. The fracture was reduced by Dr Thorpe and the man is progressing favorably. <box>205 138 373 187</box>
